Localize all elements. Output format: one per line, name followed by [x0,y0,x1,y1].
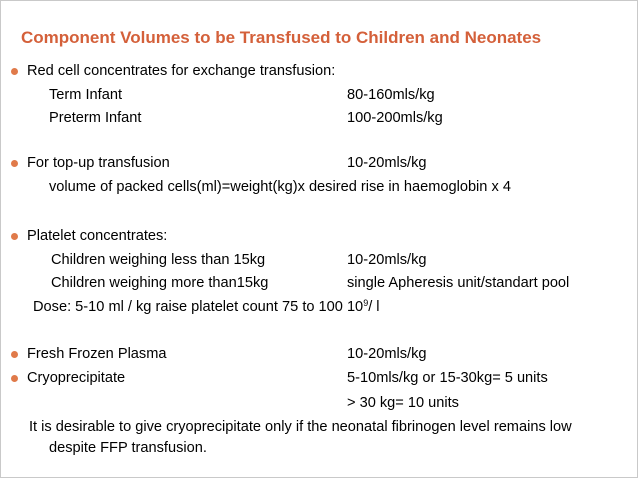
red-cell-heading: Red cell concentrates for exchange transfusion: [27,63,336,79]
top-up-value: 10-20mls/kg [347,155,427,171]
preterm-infant-label: Preterm Infant [49,110,142,126]
bullet-icon [11,160,18,167]
ffp-value: 10-20mls/kg [347,346,427,362]
platelet-dose [33,299,380,316]
term-infant-value: 80-160mls/kg [347,87,435,103]
bullet-icon [11,68,18,75]
cryo-value-2: > 30 kg= 10 units [347,395,459,411]
top-up-heading: For top-up transfusion [27,155,170,171]
note-line-1: It is desirable to give cryoprecipitate only if the neonatal fibrinogen level remains low [29,419,572,435]
dose-text: Dose: 5-10 ml / kg raise platelet count 75 to 100 10 [33,299,364,315]
bullet-icon [11,375,18,382]
slide-title: Component Volumes to be Transfused to Children and Neonates [21,28,542,47]
ffp-label: Fresh Frozen Plasma [27,346,167,362]
platelet-less-15-label: Children weighing less than 15kg [51,252,266,268]
bullet-icon [11,351,18,358]
cryo-value: 5-10mls/kg or 15-30kg= 5 units [347,370,548,386]
platelet-less-15-value: 10-20mls/kg [347,252,427,268]
platelet-more-15-value: single Apheresis unit/standart pool [347,275,570,291]
platelet-heading: Platelet concentrates: [27,228,168,244]
bullet-icon [11,233,18,240]
note-line-2: despite FFP transfusion. [49,440,207,456]
platelet-more-15-label: Children weighing more than15kg [51,275,269,291]
term-infant-label: Term Infant [49,87,122,103]
dose-unit: / l [368,299,380,315]
cryo-label: Cryoprecipitate [27,370,126,386]
top-up-formula: volume of packed cells(ml)=weight(kg)x desired rise in haemoglobin x 4 [49,179,511,195]
preterm-infant-value: 100-200mls/kg [347,110,443,126]
dose-exponent: 9 [363,298,369,308]
